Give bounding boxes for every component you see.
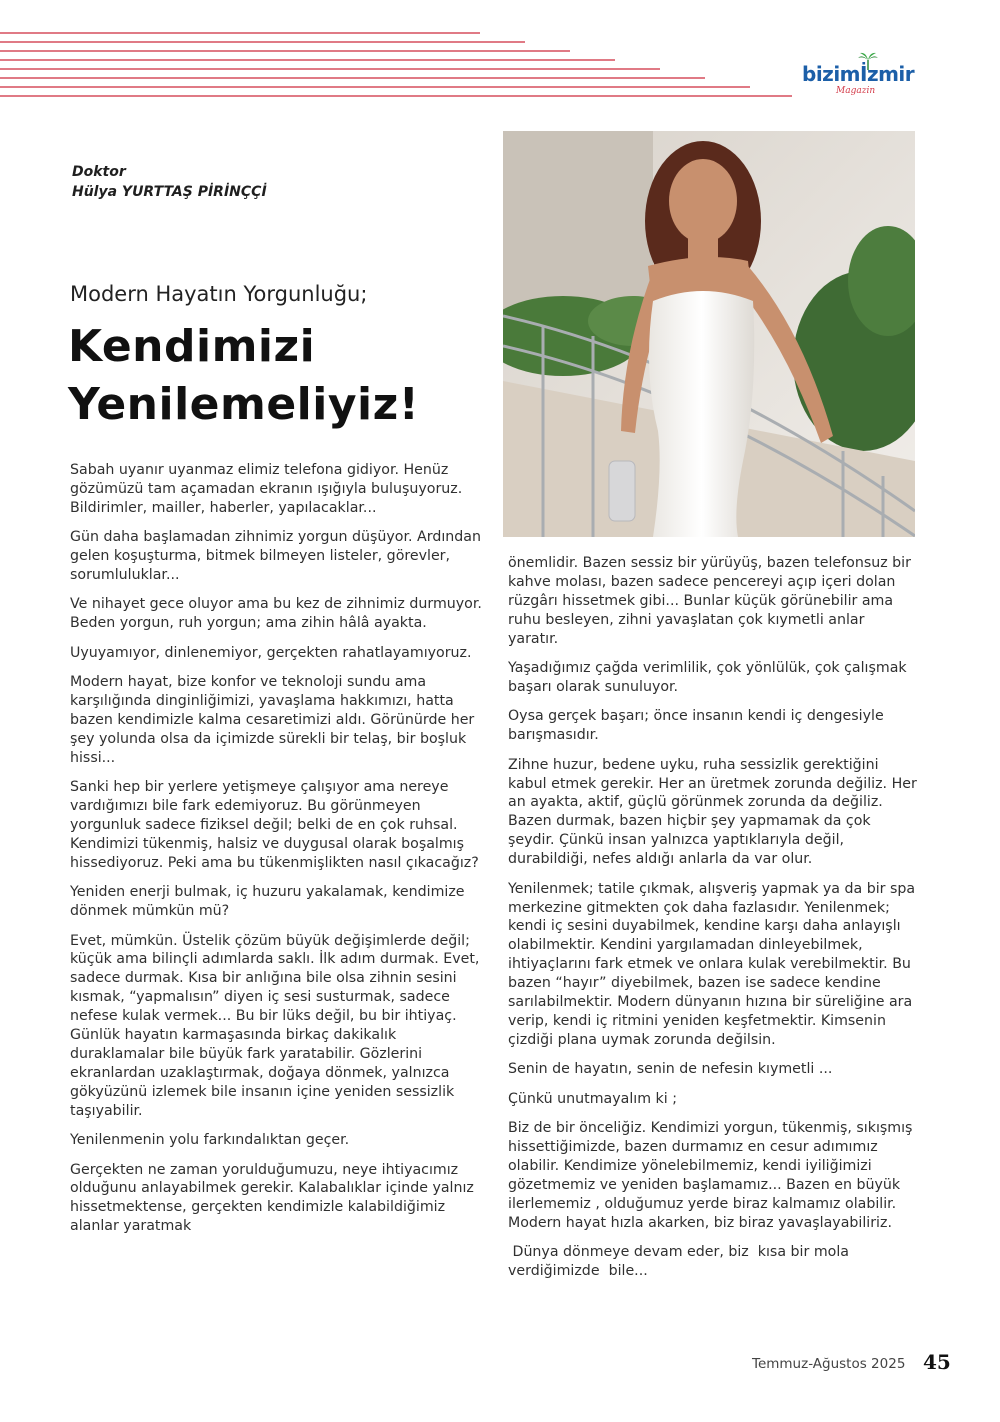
brand-logo bbox=[802, 58, 932, 100]
paragraph: Ve nihayet gece oluyor ama bu kez de zihnimiz durmuyor. Beden yorgun, ruh yorgun; ama zihin hâlâ ayakta. bbox=[70, 596, 482, 632]
stripe-line bbox=[0, 68, 660, 70]
author-role: Doktor bbox=[72, 164, 126, 180]
paragraph: Biz de bir önceliğiz. Kendimizi yorgun, tükenmiş, sıkışmış hissettiğimizde, bazen durmamız en cesur adımımız olabilir. Kendimize yönelebilmemiz, kendi iyiliğimizi gözetmemiz ve yeniden başlamamız... Bazen en büyük ilerlememiz , olduğumuz yerde biraz kalmamız olabilir. Modern hayat hızla akarken, biz biraz yavaşlayabiliriz. bbox=[508, 1120, 913, 1231]
page-number: 45 bbox=[923, 1350, 951, 1374]
article-column-left bbox=[70, 461, 485, 1247]
paragraph: önemlidir. Bazen sessiz bir yürüyüş, bazen telefonsuz bir kahve molası, bazen sadece pencereyi açıp içeri dolan rüzgârı hissetmek gibi... Bunlar küçük görünebilir ama ruhu besleyen, zihni yavaşlatan çok kıymetli anlar yaratır. bbox=[508, 555, 911, 647]
article-title: Kendimizi Yenilemeliyiz! bbox=[68, 321, 420, 430]
paragraph: Yaşadığımız çağda verimlilik, çok yönlülük, çok çalışmak başarı olarak sunuluyor. bbox=[508, 660, 907, 695]
portrait-photo bbox=[503, 131, 915, 537]
stripe-line bbox=[0, 95, 792, 97]
stripe-line bbox=[0, 59, 615, 61]
paragraph: Uyuyamıyor, dinlenemiyor, gerçekten rahatlayamıyoruz. bbox=[70, 644, 472, 661]
paragraph: Gün daha başlamadan zihnimiz yorgun düşüyor. Ardından gelen koşuşturma, bitmek bilmeyen listeler, görevler, sorumluluklar... bbox=[70, 529, 481, 584]
paragraph: Modern hayat, bize konfor ve teknoloji sundu ama karşılığında dinginliğimizi, yavaşlama hakkımızı, hatta bazen kendimizle kalma cesaretimizi aldı. Görünürde her şey yolunda olsa da içimizde sürekli bir telaş, bir boşluk hissi... bbox=[70, 674, 475, 766]
paragraph: Gerçekten ne zaman yorulduğumuzu, neye ihtiyacımız olduğunu anlayabilmek gerekir. Kalabalıklar içinde yalnız hissetmektense, gerçekten kendimizle kalabildiğimiz alanlar yaratmak bbox=[70, 1161, 474, 1235]
stripe-line bbox=[0, 32, 480, 34]
article-column-right bbox=[508, 554, 918, 1291]
logo-subtext: Magazin bbox=[836, 86, 876, 96]
paragraph: Sanki hep bir yerlere yetişmeye çalışıyor ama nereye vardığımızı bile fark edemiyoruz. Bu görünmeyen yorgunluk sadece fiziksel değil; belki de en çok ruhsal. Kendimizi tükenmiş, halsiz ve duygusal olarak boşalmış hissediyoruz. Peki ama bu tükenmişlikten nasıl çıkacağız? bbox=[70, 779, 479, 871]
stripe-line bbox=[0, 86, 750, 88]
author-name: Hülya YURTTAŞ PİRİNÇÇİ bbox=[72, 184, 267, 200]
paragraph: Yenilenmenin yolu farkındalıktan geçer. bbox=[70, 1132, 350, 1149]
paragraph: Evet, mümkün. Üstelik çözüm büyük değişimlerde değil; küçük ama bilinçli adımlarda saklı. İlk adım durmak. Evet, sadece durmak. Kısa bir anlığına bile olsa zihnin sesini kısmak, “yapmalısın” diyen iç sesi susturmak, sadece nefese kulak vermek... Bu bir lüks değil, bu bir ihtiyaç. Günlük hayatın karmaşasında birkaç dakikalık duraklamalar bile büyük fark yaratabilir. Gözlerini ekranlardan uzaklaştırmak, doğaya dönmek, yalnızca gökyüzünü izlemek bile insanın içine yeniden sessizlik taşıyabilir. bbox=[70, 932, 480, 1119]
article-subtitle: Modern Hayatın Yorgunluğu; bbox=[70, 282, 368, 306]
paragraph: Yeniden enerji bulmak, iç huzuru yakalamak, kendimize dönmek mümkün mü? bbox=[70, 884, 465, 920]
paragraph: Dünya dönmeye devam eder, biz kısa bir mola verdiğimizde bile... bbox=[508, 1244, 854, 1279]
issue-date: Temmuz-Ağustos 2025 bbox=[752, 1356, 906, 1372]
stripe-line bbox=[0, 50, 570, 52]
stripe-line bbox=[0, 77, 705, 79]
paragraph: Sabah uyanır uyanmaz elimiz telefona gidiyor. Henüz gözümüzü tam açamadan ekranın ışığıyla buluşuyoruz. Bildirimler, mailler, haberler, yapılacaklar... bbox=[70, 462, 463, 516]
paragraph: Zihne huzur, bedene uyku, ruha sessizlik gerektiğini kabul etmek gerekir. Her an üretmek zorunda değiliz. Her an ayakta, aktif, güçlü görünmek zorunda da değiliz. Bazen durmak, bazen hiçbir şey yapmamak da çok şeydir. Çünkü insan yalnızca yaptıklarıyla değil, durabildiği, nefes aldığı anlarla da var olur. bbox=[508, 756, 917, 868]
paragraph: Oysa gerçek başarı; önce insanın kendi iç dengesiyle barışmasıdır. bbox=[508, 708, 884, 744]
stripe-line bbox=[0, 41, 525, 43]
portrait-illustration bbox=[503, 131, 915, 537]
header-stripes bbox=[0, 0, 800, 100]
logo-text: bizimİzmir bbox=[802, 62, 915, 86]
paragraph: Senin de hayatın, senin de nefesin kıymetli ... bbox=[508, 1061, 833, 1078]
paragraph: Yenilenmek; tatile çıkmak, alışveriş yapmak ya da bir spa merkezine gitmekten çok daha fazlasıdır. Yenilenmek; kendi iç sesini duyabilmek, kendine karşı daha anlayışlı olabilmektir. Kendini yargılamadan dinleyebilmek, ihtiyaçlarını fark etmek ve onlara kulak verebilmektir. Bu bazen “hayır” diyebilmek, bazen ise sadece kendine sarılabilmektir. Modern dünyanın hızına bir süreliğine ara verip, kendi iç ritmini yeniden keşfetmektir. Kimsenin çizdiği plana uymak zorunda değilsin. bbox=[508, 880, 916, 1048]
paragraph: Çünkü unutmayalım ki ; bbox=[508, 1090, 677, 1107]
